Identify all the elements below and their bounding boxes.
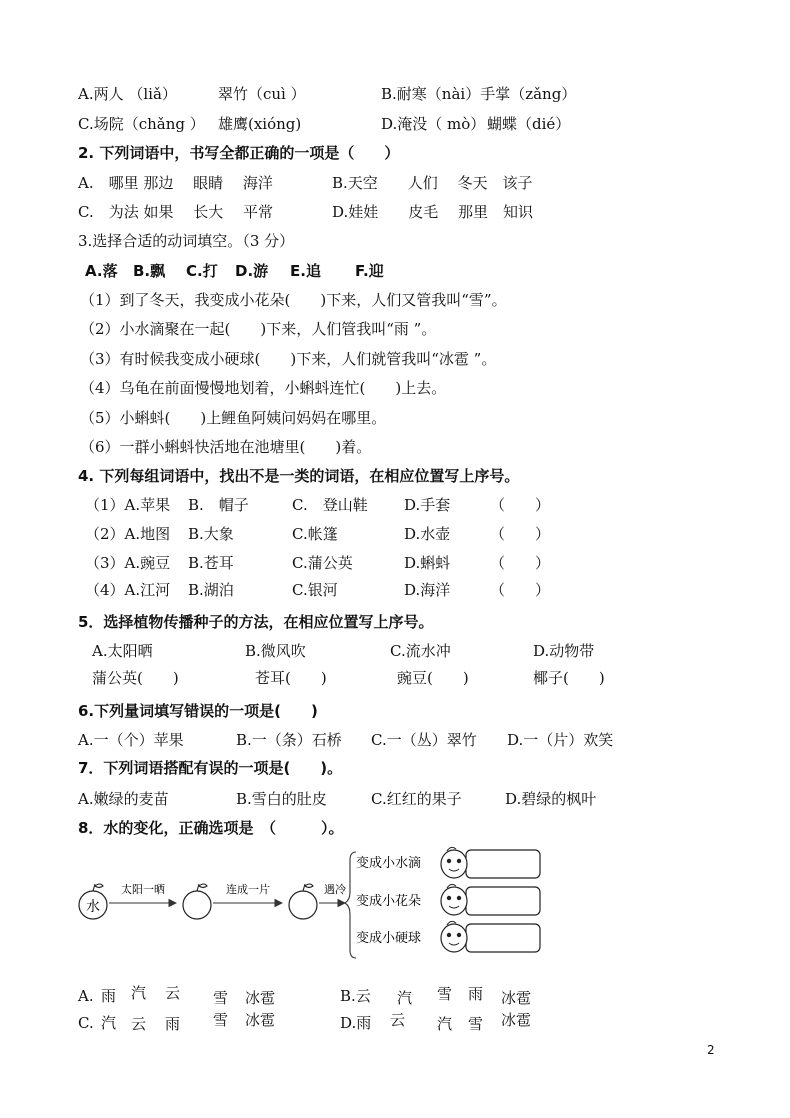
q5-option-a: A.太阳晒 — [92, 642, 153, 660]
q4-row1-blank[interactable]: （ ） — [490, 496, 551, 514]
answer-box-1[interactable] — [466, 850, 540, 878]
q8-option-b-label: B.云 — [340, 987, 371, 1005]
arrow-1-label: 太阳一晒 — [121, 883, 165, 896]
q5-blank-cocklebur[interactable]: 苍耳( ) — [255, 669, 327, 687]
q2-option-a: A. 哪里 那边 眼睛 海洋 — [78, 174, 273, 192]
answer-box-2[interactable] — [466, 887, 540, 915]
q4-row4-b: B.湖泊 — [188, 581, 234, 599]
q8-b-word-4: 冰雹 — [501, 989, 532, 1007]
branch-brace — [345, 852, 356, 958]
q8-b-word-3: 雨 — [468, 985, 484, 1003]
q7-option-c: C.红红的果子 — [371, 790, 462, 808]
q3-option-b: B.飘 — [133, 262, 166, 280]
q3-option-f: F.迎 — [355, 262, 384, 280]
q4-row1-b: B. 帽子 — [188, 496, 249, 514]
q6-option-a: A.一（个）苹果 — [78, 731, 184, 749]
q4-row2-b: B.大象 — [188, 525, 234, 543]
q8-option-c-label: C. — [78, 1014, 94, 1032]
q4-row1-a: （1）A.苹果 — [85, 496, 171, 514]
q5-blank-pea[interactable]: 豌豆( ) — [397, 669, 469, 687]
q3-item-2: （2）小水滴聚在一起( )下来，人们管我叫“雨 ”。 — [80, 320, 437, 338]
q4-row2-blank[interactable]: （ ） — [490, 525, 551, 543]
q3-item-3: （3）有时候我变成小硬球( )下来，人们就管我叫“冰雹 ”。 — [80, 350, 497, 368]
branch-label-2: 变成小花朵 — [356, 894, 422, 909]
q8-d-word-1: 云 — [390, 1011, 406, 1029]
q6-option-c: C.一（丛）翠竹 — [371, 731, 477, 749]
q8-d-word-3: 雪 — [468, 1015, 484, 1033]
q6-option-b: B.一（条）石桥 — [236, 731, 342, 749]
q8-option-d-label: D.雨 — [340, 1014, 372, 1032]
q4-row3-a: （3）A.豌豆 — [85, 554, 171, 572]
q4-row1-c: C. 登山鞋 — [292, 496, 368, 514]
q1-option-b: B.耐寒（nài）手掌（zǎng） — [381, 85, 577, 103]
q8-a-word-3: 云 — [165, 984, 181, 1002]
q4-row3-blank[interactable]: （ ） — [490, 554, 551, 572]
q1-option-d-part2: 蝴蝶（dié） — [487, 115, 571, 133]
q4-row3-b: B.苍耳 — [188, 554, 234, 572]
cartoon-face-icon-2 — [441, 884, 467, 915]
apple-icon-start — [79, 884, 107, 919]
q1-option-a-part2: 翠竹（cuì ） — [218, 85, 306, 103]
q5-option-b: B.微风吹 — [245, 642, 306, 660]
q8-option-a-label: A. — [78, 987, 94, 1005]
q4-row2-c: C.帐篷 — [292, 525, 338, 543]
q8-c-word-1: 汽 — [101, 1014, 117, 1032]
q8-title: 8．水的变化，正确选项是 （ ）。 — [78, 819, 344, 837]
q4-row3-d: D.蝌蚪 — [404, 554, 451, 572]
q8-a-word-5: 冰雹 — [245, 989, 276, 1007]
q5-blank-dandelion[interactable]: 蒲公英( ) — [92, 669, 179, 687]
q4-row4-a: （4）A.江河 — [85, 581, 171, 599]
q5-blank-coconut[interactable]: 椰子( ) — [533, 669, 605, 687]
q4-row3-c: C.蒲公英 — [292, 554, 353, 572]
q2-option-b: B.天空 人们 冬天 该子 — [332, 174, 533, 192]
q6-title: 6.下列量词填写错误的一项是( ) — [78, 702, 318, 720]
q2-option-c: C. 为法 如果 长大 平常 — [78, 203, 274, 221]
apple-icon-middle — [183, 884, 211, 919]
q7-title: 7．下列词语搭配有误的一项是( )。 — [78, 759, 343, 777]
q5-option-d: D.动物带 — [533, 642, 595, 660]
q8-a-word-2: 汽 — [131, 984, 147, 1002]
branch-label-1: 变成小水滴 — [356, 856, 422, 871]
q4-row2-a: （2）A.地图 — [85, 525, 171, 543]
q4-title: 4. 下列每组词语中，找出不是一类的词语，在相应位置写上序号。 — [78, 467, 520, 485]
q4-row1-d: D.手套 — [404, 496, 451, 514]
apple-icon-end — [289, 884, 317, 919]
q1-option-c-part1: C.场院（chǎng ） — [78, 115, 205, 133]
q3-option-d: D.游 — [235, 262, 269, 280]
answer-box-3[interactable] — [466, 924, 540, 952]
q3-option-e: E.追 — [290, 262, 321, 280]
cartoon-face-icon-3 — [441, 921, 467, 952]
arrow-3-label: 遇冷 — [324, 883, 346, 896]
q3-item-5: （5）小蝌蚪( )上鲤鱼阿姨问妈妈在哪里。 — [80, 409, 387, 427]
q1-option-d-part1: D.淹没（ mò） — [381, 115, 486, 133]
q4-row4-blank[interactable]: （ ） — [490, 581, 551, 599]
q5-title: 5．选择植物传播种子的方法，在相应位置写上序号。 — [78, 613, 434, 631]
q6-option-d: D.一（片）欢笑 — [507, 731, 614, 749]
q1-option-a-part1: A.两人 （liǎ） — [78, 85, 177, 103]
q8-c-word-2: 云 — [131, 1015, 147, 1033]
q8-c-word-5: 冰雹 — [245, 1011, 276, 1029]
q8-d-word-2: 汽 — [437, 1015, 453, 1033]
q4-row2-d: D.水壶 — [404, 525, 451, 543]
q7-option-a: A.嫩绿的麦苗 — [78, 790, 169, 808]
q5-option-c: C.流水冲 — [390, 642, 451, 660]
cartoon-face-icon-1 — [441, 847, 467, 878]
arrow-2-label: 连成一片 — [226, 883, 270, 896]
q8-a-word-4: 雪 — [213, 989, 229, 1007]
q2-option-d: D.娃娃 皮毛 那里 知识 — [332, 203, 534, 221]
q2-title: 2. 下列词语中，书写全都正确的一项是（ ） — [78, 144, 400, 162]
q3-option-c: C.打 — [186, 262, 218, 280]
q8-c-word-4: 雪 — [213, 1011, 229, 1029]
q7-option-b: B.雪白的肚皮 — [236, 790, 327, 808]
q8-b-word-2: 雪 — [437, 985, 453, 1003]
start-label: 水 — [86, 899, 100, 915]
q8-b-word-1: 汽 — [397, 989, 413, 1007]
q1-option-c-part2: 雄鹰(xióng) — [218, 115, 302, 133]
q8-a-word-1: 雨 — [101, 987, 117, 1005]
branch-label-3: 变成小硬球 — [356, 931, 422, 946]
q3-item-6: （6）一群小蝌蚪快活地在池塘里( )着。 — [80, 438, 372, 456]
q3-option-a: A.落 — [85, 262, 118, 280]
q3-title: 3.选择合适的动词填空。（3 分） — [78, 232, 295, 250]
q7-option-d: D.碧绿的枫叶 — [505, 790, 597, 808]
q3-item-4: （4）乌龟在前面慢慢地划着，小蝌蚪连忙( )上去。 — [80, 379, 447, 397]
q4-row4-d: D.海洋 — [404, 581, 451, 599]
q3-item-1: （1）到了冬天，我变成小花朵( )下来，人们又管我叫“雪”。 — [80, 291, 507, 309]
q8-d-word-4: 冰雹 — [501, 1011, 532, 1029]
page-number: 2 — [707, 1043, 715, 1057]
q4-row4-c: C.银河 — [292, 581, 338, 599]
q8-c-word-3: 雨 — [165, 1015, 181, 1033]
